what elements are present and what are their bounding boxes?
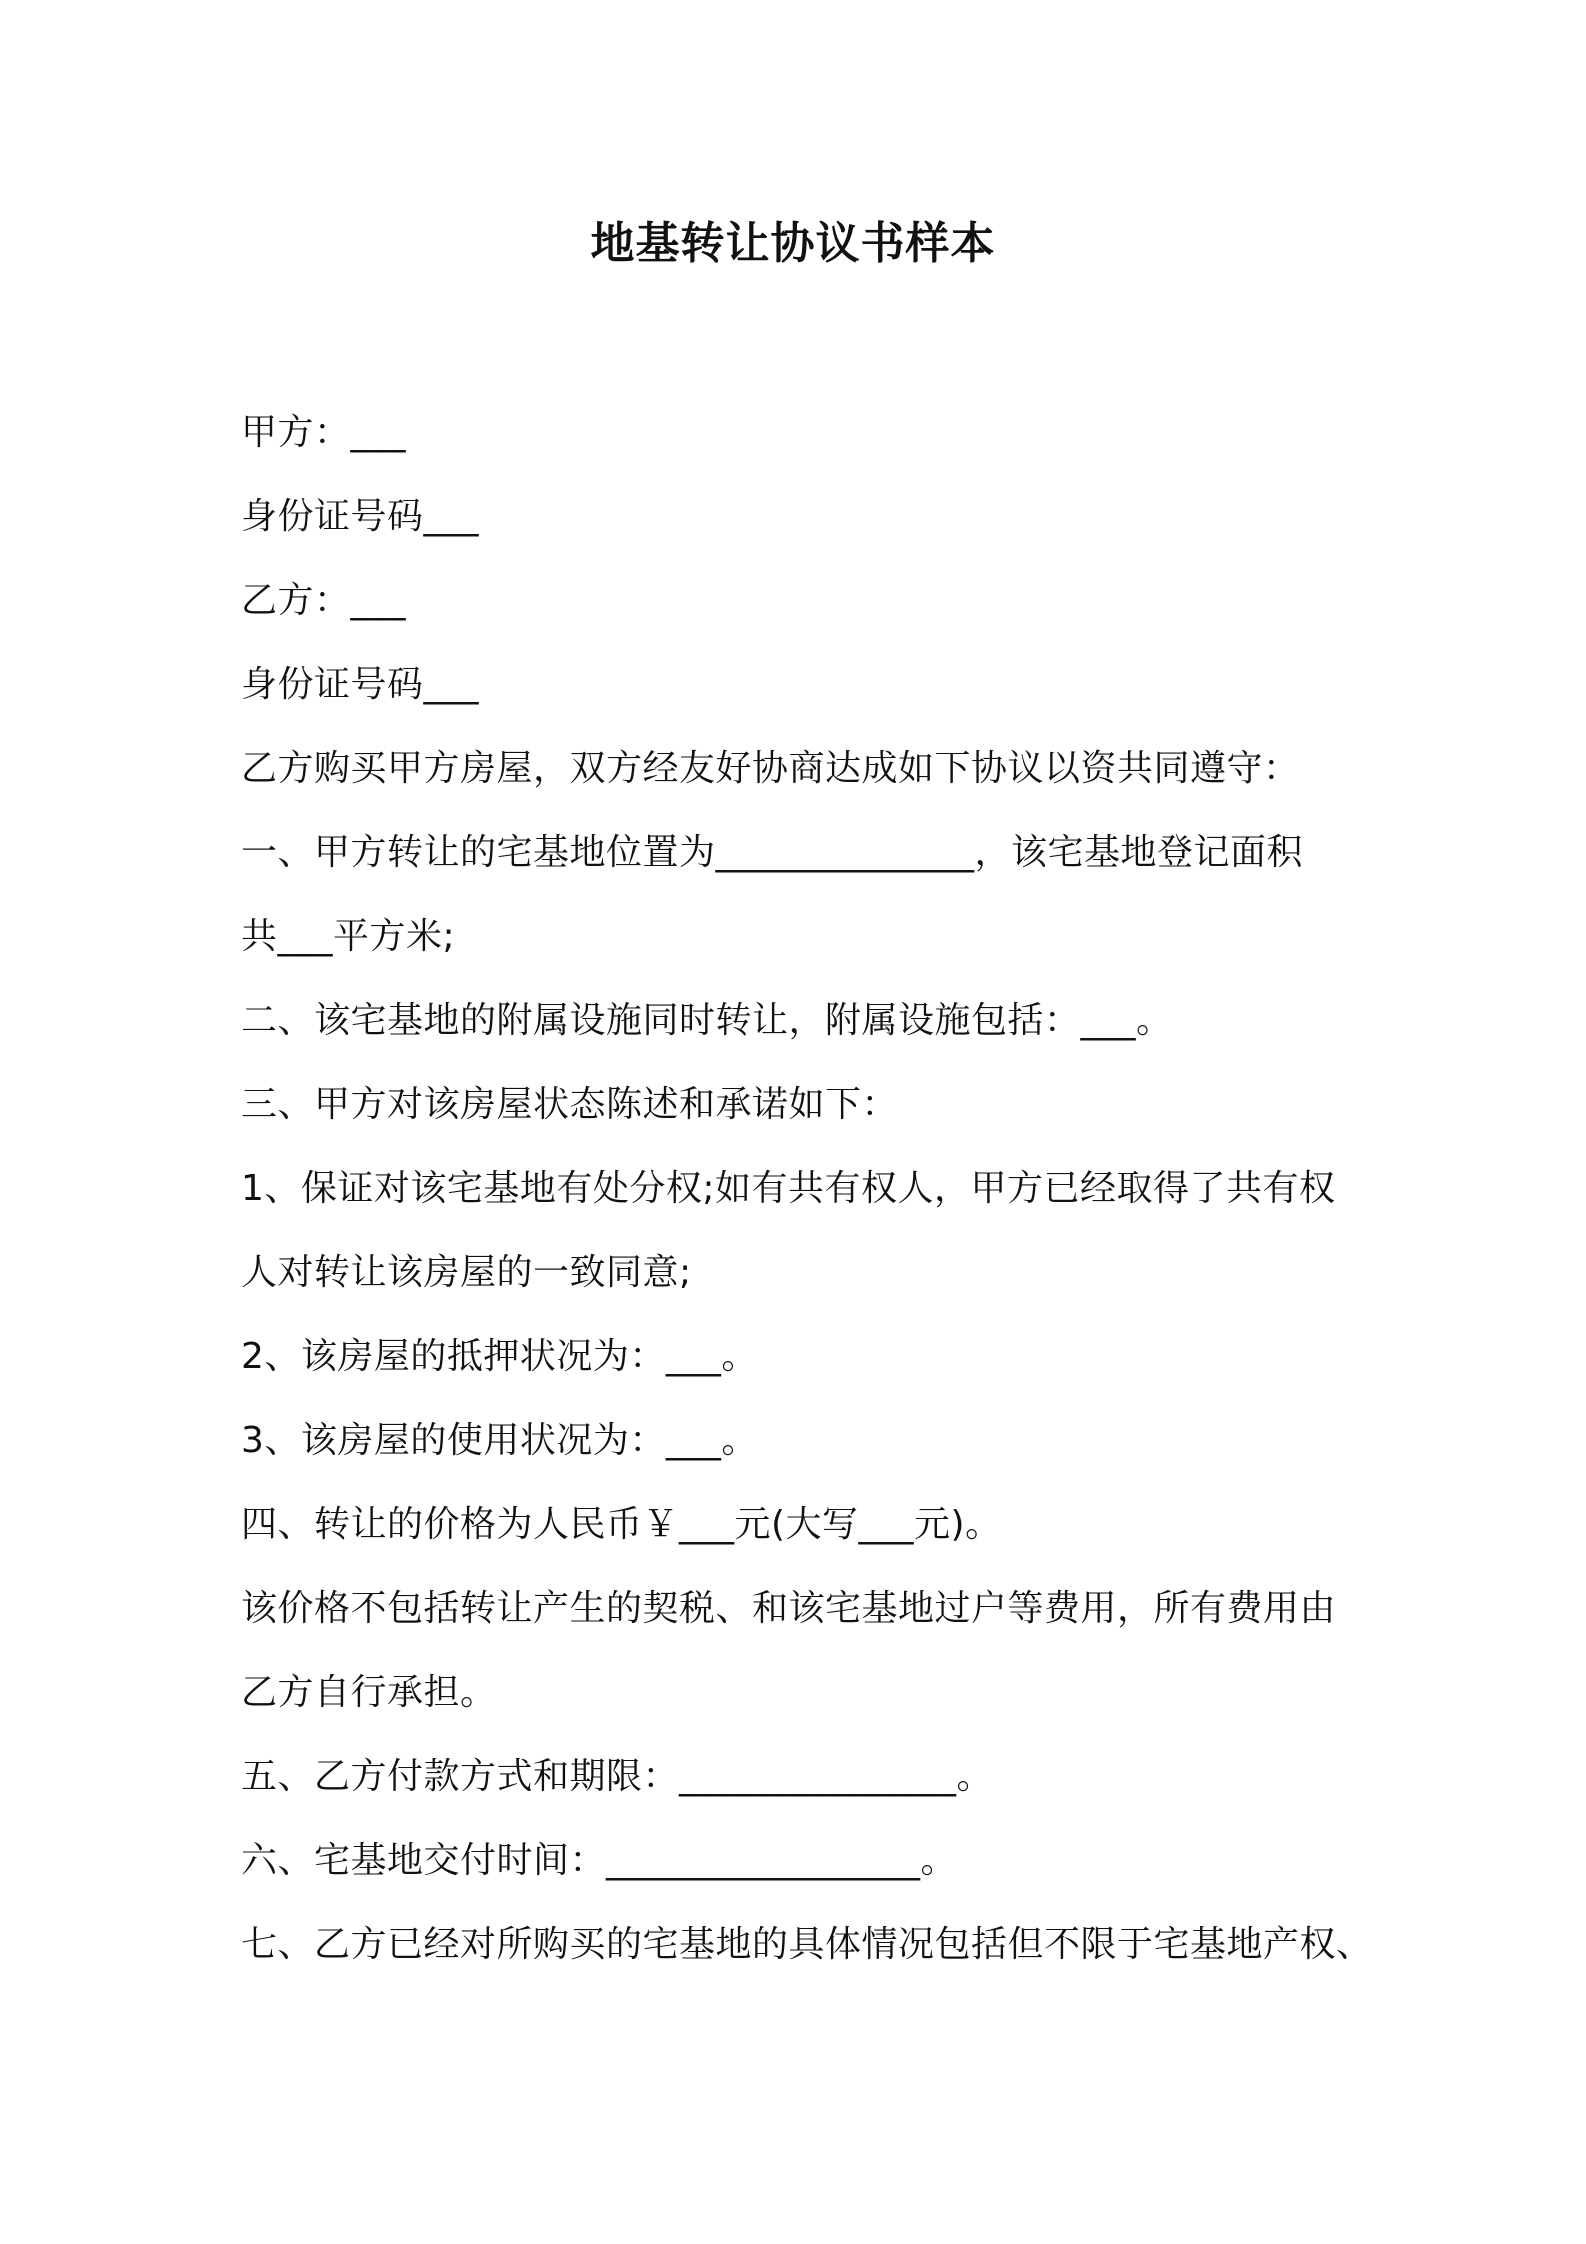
party-b-line: 乙方：___ — [241, 580, 407, 621]
clause-4-note-line: 该价格不包括转让产生的契税、和该宅基地过户等费用，所有费用由 — [241, 1588, 1337, 1629]
document-title: 地基转让协议书样本 — [590, 218, 996, 269]
party-a-id-line: 身份证号码___ — [241, 496, 480, 537]
document-body — [241, 403, 1381, 1999]
clause-3-item-1-line: 1、保证对该宅基地有处分权;如有共有权人，甲方已经取得了共有权 — [241, 1168, 1336, 1209]
clause-2-line: 二、该宅基地的附属设施同时转让，附属设施包括：___。 — [241, 1000, 1173, 1041]
clause-7-line: 七、乙方已经对所购买的宅基地的具体情况包括但不限于宅基地产权、 — [241, 1924, 1373, 1965]
clause-3-item-3-line: 3、该房屋的使用状况为：___。 — [241, 1420, 758, 1461]
clause-3-item-1-continuation-line: 人对转让该房屋的一致同意; — [241, 1252, 692, 1293]
agreement-intro-line: 乙方购买甲方房屋，双方经友好协商达成如下协议以资共同遵守： — [241, 748, 1300, 789]
clause-4-note-continuation-line: 乙方自行承担。 — [241, 1672, 497, 1713]
clause-1-continuation-line: 共___平方米; — [241, 916, 456, 957]
clause-3-item-2-line: 2、该房屋的抵押状况为：___。 — [241, 1336, 758, 1377]
clause-3-line: 三、甲方对该房屋状态陈述和承诺如下： — [241, 1084, 899, 1125]
clause-1-line: 一、甲方转让的宅基地位置为______________，该宅基地登记面积 — [241, 832, 1304, 873]
party-a-line: 甲方：___ — [241, 412, 407, 453]
party-b-id-line: 身份证号码___ — [241, 664, 480, 705]
clause-6-line: 六、宅基地交付时间：_________________。 — [241, 1840, 958, 1881]
clause-5-line: 五、乙方付款方式和期限：_______________。 — [241, 1756, 994, 1797]
clause-4-line: 四、转让的价格为人民币￥___元(大写___元)。 — [241, 1504, 1002, 1545]
